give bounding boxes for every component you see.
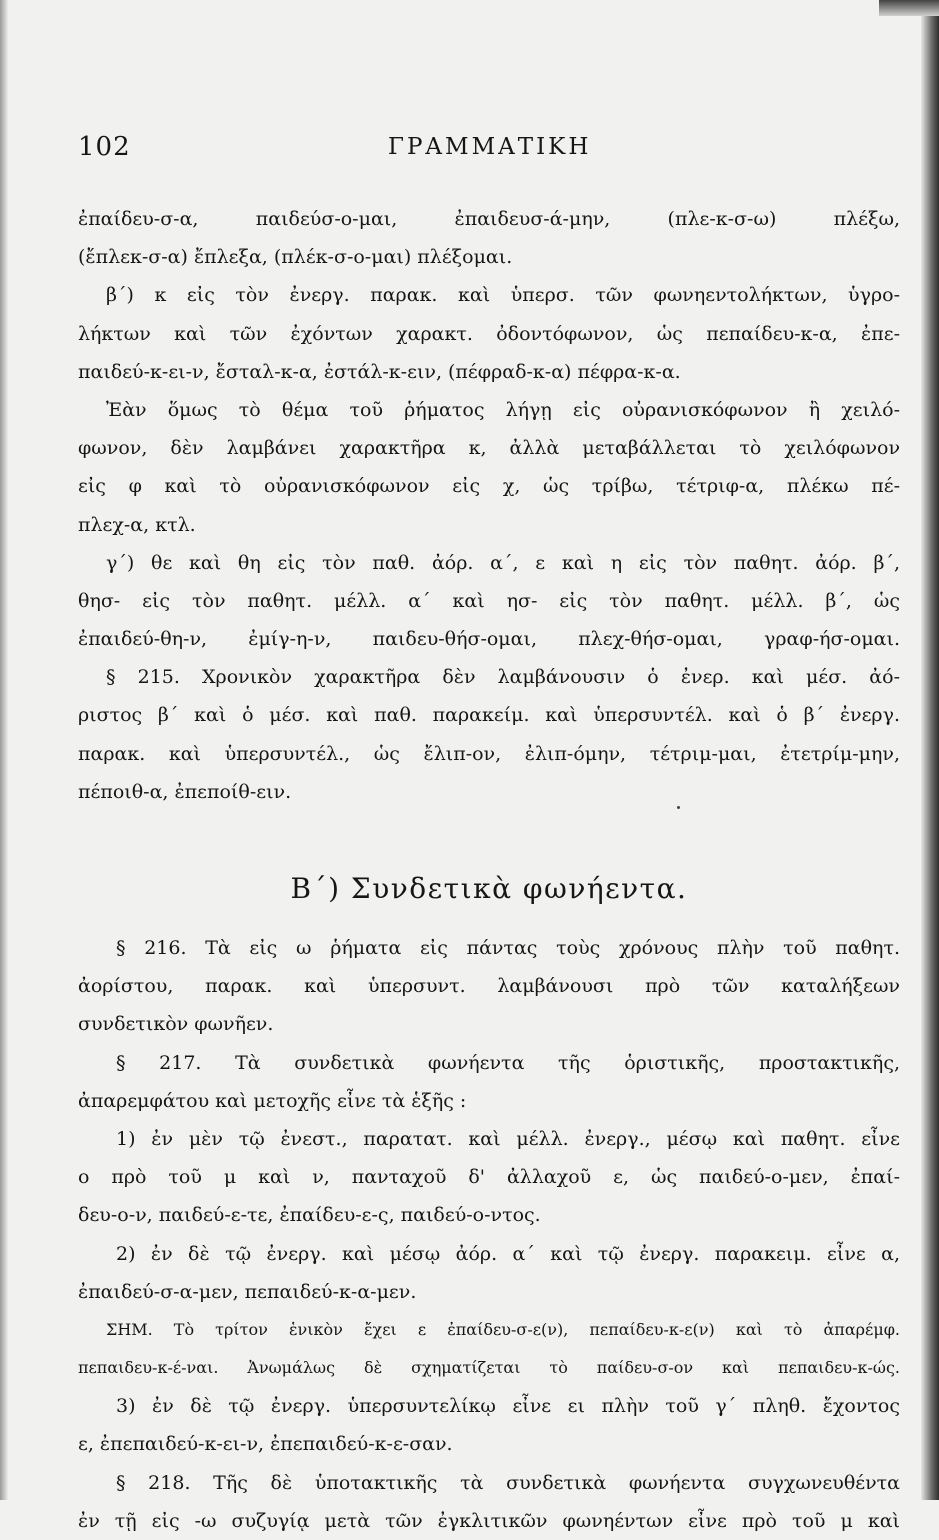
list-item-2: 2) ἐν δὲ τῷ ἐνεργ. καὶ μέσῳ ἀόρ. α΄ καὶ τῷ ἐνεργ. παρακειμ. εἶνε α,	[116, 1242, 900, 1265]
text-line: παιδεύ-κ-ει-ν, ἔσταλ-κ-α, ἐστάλ-κ-ειν, (πέφραδ-κ-α) πέφρα-κ-α.	[78, 360, 681, 383]
page-body	[78, 200, 900, 1540]
text-line: θησ- εἰς τὸν παθητ. μέλλ. α΄ καὶ ησ- εἰς τὸν παθητ. μέλλ. β΄, ὡς	[78, 589, 900, 612]
page-left-edge	[0, 0, 8, 1500]
text-line: ἀπαρεμφάτου καὶ μετοχῆς εἶνε τὰ ἑξῆς :	[78, 1089, 467, 1112]
text-line: ἐπαιδεύ-σ-α-μεν, πεπαιδεύ-κ-α-μεν.	[78, 1280, 417, 1303]
text-line: δευ-ο-ν, παιδεύ-ε-τε, ἐπαίδευ-ε-ς, παιδεύ-ο-ντος.	[78, 1204, 541, 1227]
section-paragraph-218: § 218. Τῆς δὲ ὑποτακτικῆς τὰ συνδετικὰ φωνήεντα συγχωνευθέντα	[116, 1471, 900, 1494]
note-line: πεπαιδευ-κ-έ-ναι. Ἀνωμάλως δὲ σχηματίζεται τὸ παίδευ-σ-ον καὶ πεπαιδευ-κ-ώς.	[78, 1358, 900, 1378]
text-line: Ἐὰν ὅμως τὸ θέμα τοῦ ῥήματος λήγῃ εἰς οὐρανισκόφωνον ἢ χειλό-	[106, 398, 900, 421]
section-paragraph-217: § 217. Τὰ συνδετικὰ φωνήεντα τῆς ὁριστικῆς, προστακτικῆς,	[116, 1051, 900, 1074]
running-title: ΓΡΑΜΜΑΤΙΚΗ	[388, 134, 592, 160]
text-line: ἀορίστου, παρακ. καὶ ὑπερσυντ. λαμβάνουσι πρὸ τῶν καταλήξεων	[78, 975, 900, 998]
section-paragraph-216: § 216. Τὰ εἰς ω ῥήματα εἰς πάντας τοὺς χρόνους πλὴν τοῦ παθητ.	[116, 937, 900, 959]
text-line: ἐπαιδεύ-θη-ν, ἐμίγ-η-ν, παιδευ-θήσ-ομαι, πλεχ-θήσ-ομαι, γραφ-ήσ-ομαι.	[78, 628, 900, 651]
text-line: γ΄) θε καὶ θη εἰς τὸν παθ. ἀόρ. α΄, ε καὶ η εἰς τὸν παθητ. ἀόρ. β΄,	[106, 551, 900, 574]
page-header	[78, 132, 898, 172]
text-line: ο πρὸ τοῦ μ καὶ ν, πανταχοῦ δ' ἀλλαχοῦ ε, ὡς παιδεύ-ο-μεν, ἐπαί-	[78, 1166, 900, 1189]
list-item-3: 3) ἐν δὲ τῷ ἐνεργ. ὑπερσυντελίκῳ εἶνε ει πλὴν τοῦ γ΄ πληθ. ἔχοντος	[116, 1395, 900, 1418]
text-line: ἐν τῇ εἰς -ω συζυγίᾳ μετὰ τῶν ἐγκλιτικῶν φωνηέντων εἶνε πρὸ τοῦ μ καὶ	[78, 1509, 900, 1532]
section-heading: Β΄) Συνδετικὰ φωνήεντα.	[290, 872, 688, 905]
list-item-1: 1) ἐν μὲν τῷ ἐνεστ., παρατατ. καὶ μέλλ. ἐνεργ., μέσῳ καὶ παθητ. εἶνε	[116, 1127, 900, 1150]
page-corner-shadow	[879, 0, 939, 16]
text-line: συνδετικὸν φωνῆεν.	[78, 1013, 274, 1036]
note-line: ΣΗΜ. Τὸ τρίτον ἑνικὸν ἔχει ε ἐπαίδευ-σ-ε(ν), πεπαίδευ-κ-ε(ν) καὶ τὸ ἀπαρέμφ.	[106, 1319, 900, 1339]
text-line: ἐπαίδευ-σ-α, παιδεύσ-ο-μαι, ἐπαιδευσ-ά-μην, (πλε-κ-σ-ω) πλέξω,	[78, 208, 900, 230]
text-line: πλεχ-α, κτλ.	[78, 513, 196, 536]
text-line: λήκτων καὶ τῶν ἐχόντων χαρακτ. ὀδοντόφωνον, ὡς πεπαίδευ-κ-α, ἐπε-	[78, 322, 900, 345]
text-line: πέποιθ-α, ἐπεποίθ-ειν.	[78, 780, 292, 803]
text-line: ριστος β΄ καὶ ὁ μέσ. καὶ παθ. παρακείμ. καὶ ὑπερσυντέλ. καὶ ὁ β΄ ἐνεργ.	[78, 704, 900, 727]
page-number: 102	[78, 132, 131, 162]
text-line: β΄) κ εἰς τὸν ἐνεργ. παρακ. καὶ ὑπερσ. τῶν φωνηεντολήκτων, ὑγρο-	[106, 284, 900, 307]
section-paragraph-215: § 215. Χρονικὸν χαρακτῆρα δὲν λαμβάνουσιν ὁ ἐνερ. καὶ μέσ. ἀό-	[106, 666, 900, 689]
page-right-edge	[921, 0, 939, 1500]
text-line: παρακ. καὶ ὑπερσυντέλ., ὡς ἔλιπ-ον, ἐλιπ-όμην, τέτριμ-μαι, ἐτετρίμ-μην,	[78, 742, 900, 765]
text-line: (ἔπλεκ-σ-α) ἔπλεξα, (πλέκ-σ-ο-μαι) πλέξομαι.	[78, 246, 513, 269]
text-line: φωνον, δὲν λαμβάνει χαρακτῆρα κ, ἀλλὰ μεταβάλλεται τὸ χειλόφωνον	[78, 437, 900, 460]
text-line: εἰς φ καὶ τὸ οὐρανισκόφωνον εἰς χ, ὡς τρίβω, τέτριφ-α, πλέκω πέ-	[78, 475, 900, 498]
text-line: ε, ἐπεπαιδεύ-κ-ει-ν, ἐπεπαιδεύ-κ-ε-σαν.	[78, 1433, 453, 1456]
